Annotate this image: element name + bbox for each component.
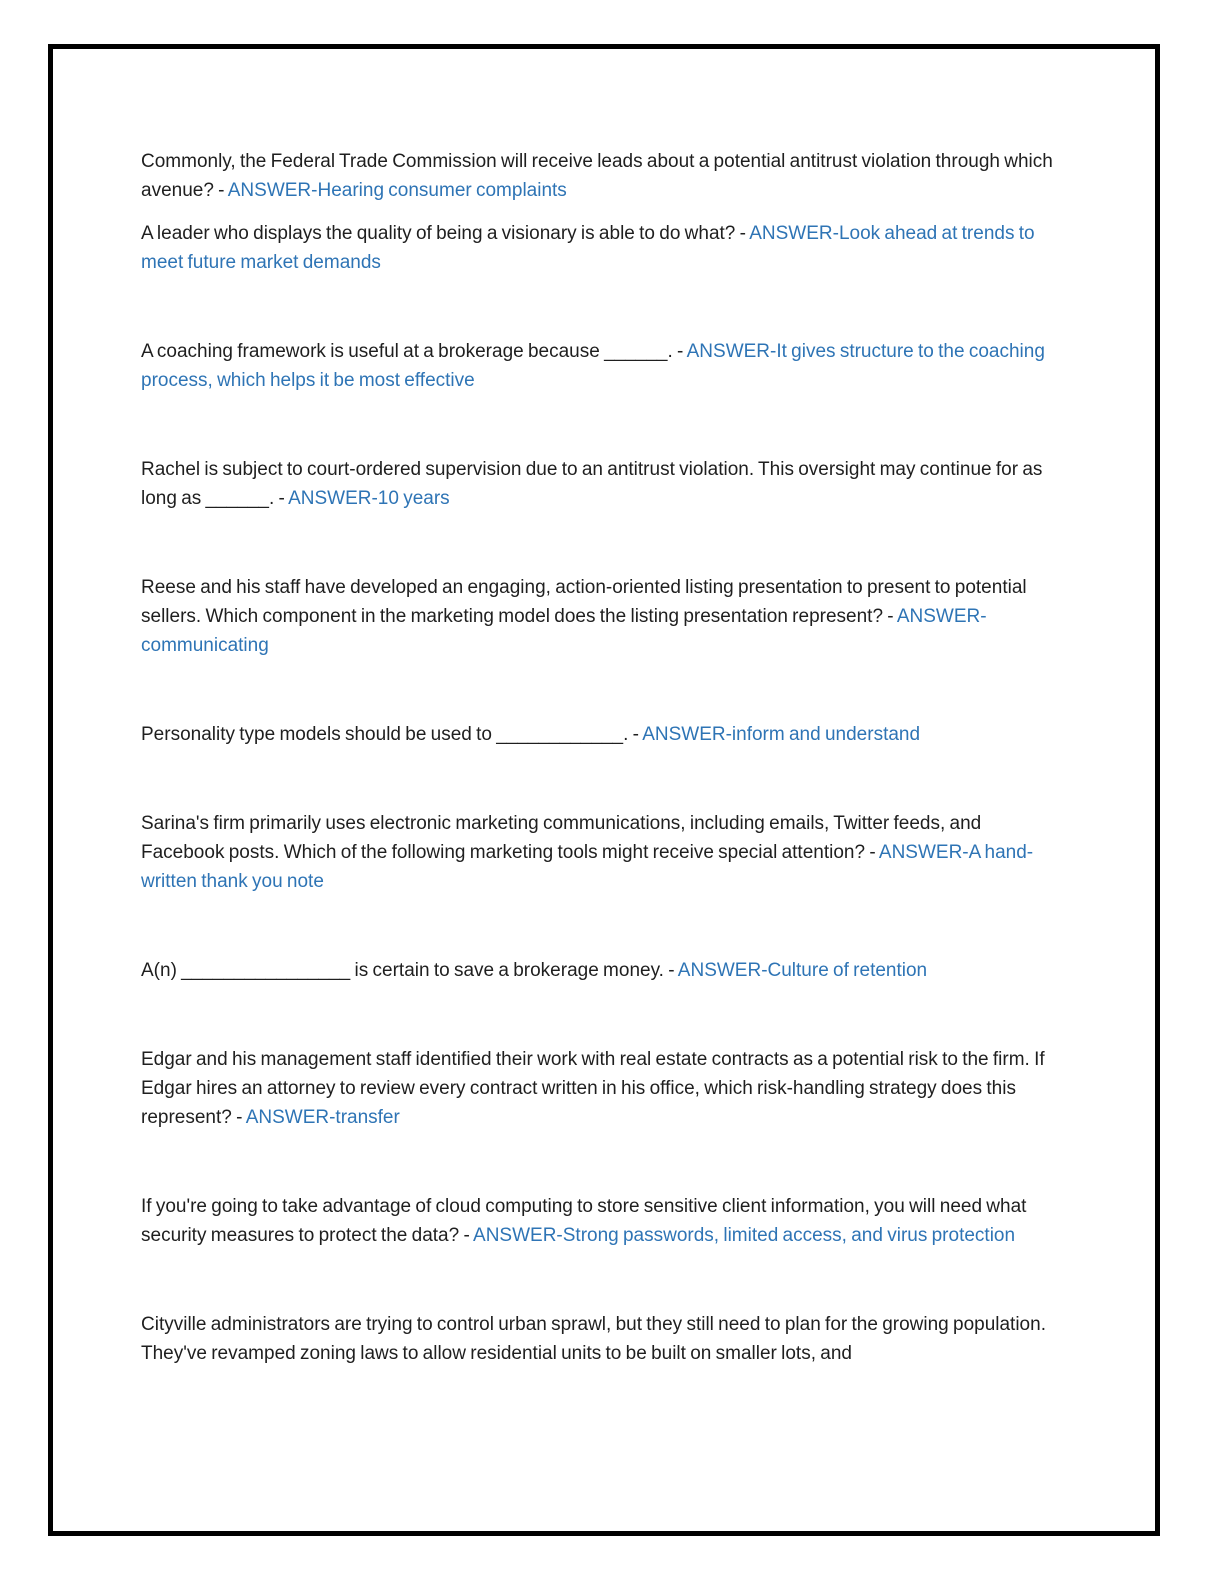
question-text: Commonly, the Federal Trade Commission will receive leads about a potential antitrust violation through which avenue? [141, 151, 1053, 201]
page-border [48, 44, 1160, 1536]
qa-item [141, 573, 1067, 660]
answer-text: ANSWER-communicating [141, 606, 987, 656]
question-text: If you're going to take advantage of cloud computing to store sensitive client information, you will need what security measures to protect the data? [141, 1196, 1027, 1246]
qa-item [141, 337, 1067, 395]
answer-separator: - [628, 724, 643, 745]
question-text: Edgar and his management staff identified their work with real estate contracts as a potential risk to the firm. If Edgar hires an attorney to review every contract written in his office, which risk-handling strategy does this represent? [141, 1049, 1045, 1128]
question-text: Rachel is subject to court-ordered supervision due to an antitrust violation. This oversight may continue for as long as ______. [141, 459, 1043, 509]
question-text: Cityville administrators are trying to control urban sprawl, but they still need to plan for the growing population. They've revamped zoning laws to allow residential units to be built on smaller lots, and [141, 1314, 1046, 1364]
question-text: Personality type models should be used to ____________. [141, 724, 629, 745]
answer-text: ANSWER-It gives structure to the coaching process, which helps it be most effective [141, 341, 1045, 391]
qa-item [141, 147, 1067, 205]
qa-item [141, 1310, 1067, 1368]
answer-separator: - [883, 606, 897, 627]
answer-text: ANSWER-Look ahead at trends to meet future market demands [141, 223, 1035, 273]
answer-text: ANSWER-A hand-written thank you note [141, 842, 1034, 892]
qa-item [141, 1045, 1067, 1132]
question-text: Sarina's firm primarily uses electronic marketing communications, including emails, Twitter feeds, and Facebook posts. Which of the following marketing tools might receive special attention? [141, 813, 982, 863]
answer-text: ANSWER-inform and understand [642, 724, 921, 745]
qa-item [141, 809, 1067, 896]
answer-text: ANSWER-10 years [288, 488, 450, 509]
answer-separator: - [231, 1107, 246, 1128]
qa-item [141, 1192, 1067, 1250]
question-text: A coaching framework is useful at a brokerage because ______. [141, 341, 673, 362]
qa-list [53, 49, 1155, 1468]
qa-item [141, 455, 1067, 513]
answer-separator: - [865, 842, 879, 863]
question-text: Reese and his staff have developed an engaging, action-oriented listing presentation to present to potential sellers. Which component in the marketing model does the listing presentation represent? [141, 577, 1027, 627]
question-text: A leader who displays the quality of being a visionary is able to do what? [141, 223, 736, 244]
answer-text: ANSWER-Hearing consumer complaints [227, 180, 567, 201]
qa-item [141, 219, 1067, 277]
answer-separator: - [672, 341, 687, 362]
answer-separator: - [459, 1225, 474, 1246]
answer-text: ANSWER-transfer [245, 1107, 400, 1128]
answer-separator: - [663, 960, 678, 981]
answer-separator: - [213, 180, 228, 201]
qa-item [141, 720, 1067, 749]
answer-text: ANSWER-Culture of retention [677, 960, 928, 981]
answer-text: ANSWER-Strong passwords, limited access, and virus protection [473, 1225, 1016, 1246]
qa-item [141, 956, 1067, 985]
answer-separator: - [735, 223, 750, 244]
question-text: A(n) ________________ is certain to save a brokerage money. [141, 960, 664, 981]
answer-separator: - [274, 488, 289, 509]
